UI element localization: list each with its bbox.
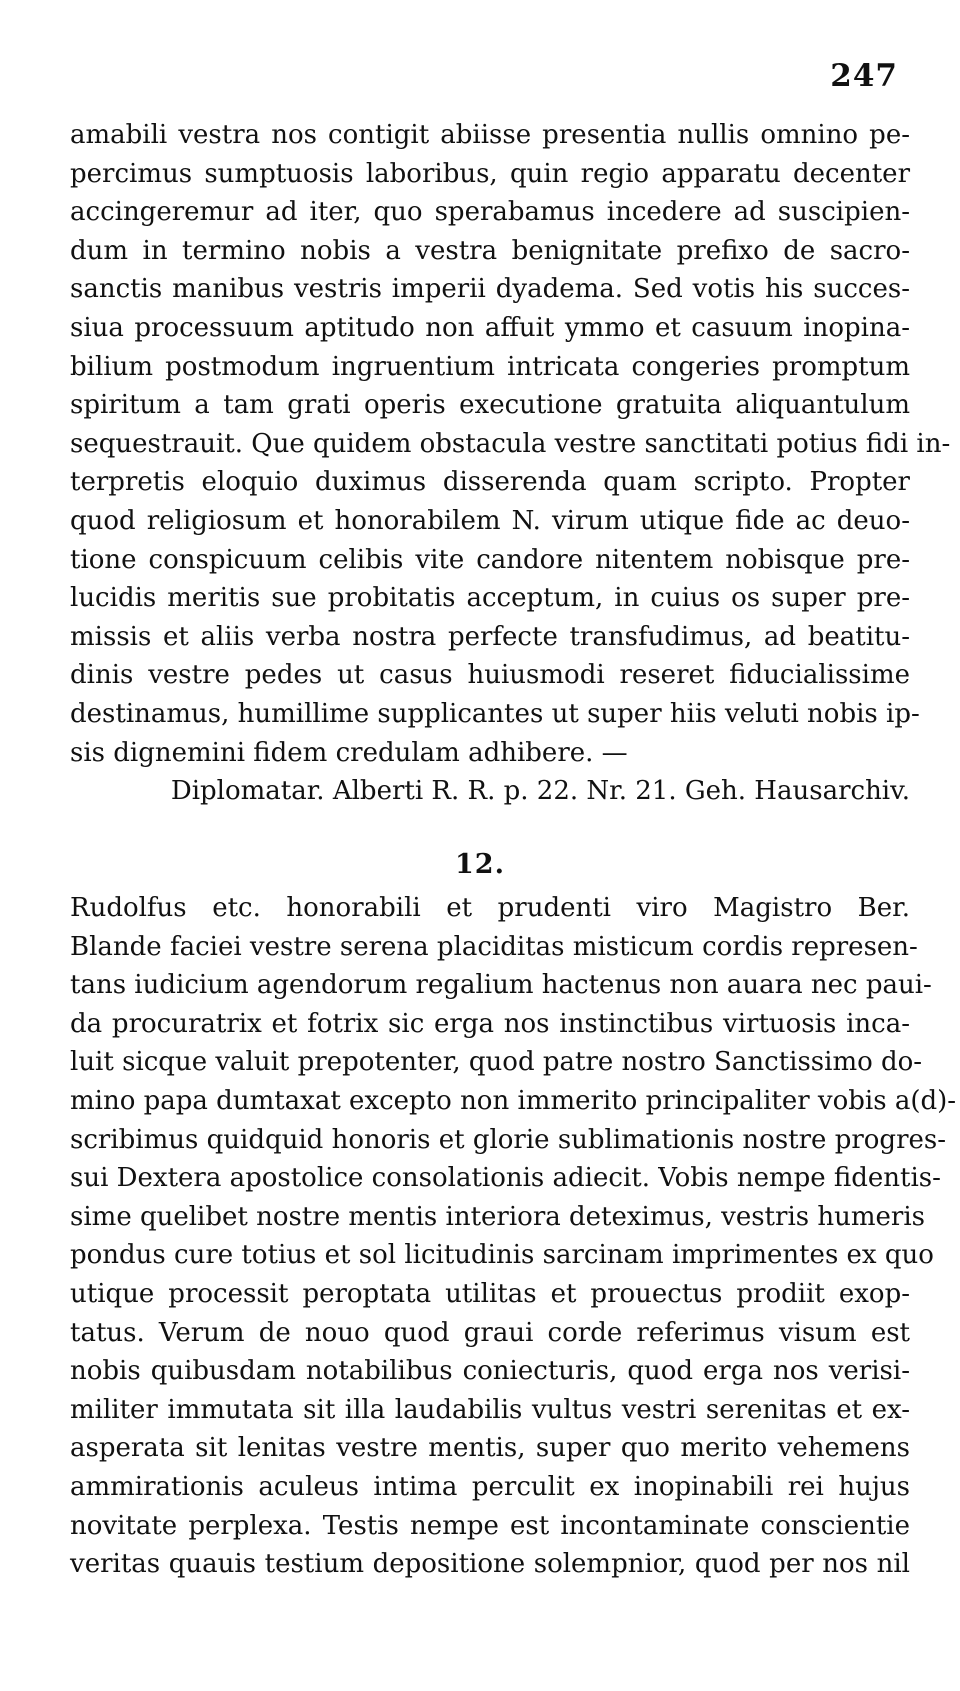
text-line: amabili vestra nos contigit abiisse presentia nullis omnino pe- bbox=[70, 120, 910, 150]
text-line: missis et aliis verba nostra perfecte transfudimus, ad beatitu- bbox=[70, 621, 910, 652]
text-line: sanctis manibus vestris imperii dyadema. Sed votis his succes- bbox=[70, 274, 910, 305]
text-line: tione conspicuum celibis vite candore nitentem nobisque pre- bbox=[70, 544, 910, 575]
page-number: 247 bbox=[830, 58, 898, 94]
text-line: sis dignemini fidem credulam adhibere. — bbox=[70, 737, 628, 768]
text-line: siua processuum aptitudo non affuit ymmo et casuum inopina- bbox=[70, 312, 910, 343]
text-line: sui Dextera apostolice consolationis adiecit. Vobis nempe fidentis- bbox=[70, 1163, 941, 1194]
text-line: tans iudicium agendorum regalium hactenus non auara nec paui- bbox=[70, 970, 932, 1001]
text-line: ammirationis aculeus intima perculit ex inopinabili rei hujus bbox=[70, 1471, 910, 1502]
text-line: da procuratrix et fotrix sic erga nos instinctibus virtuosis inca- bbox=[70, 1008, 910, 1039]
text-line: bilium postmodum ingruentium intricata congeries promptum bbox=[70, 351, 910, 382]
section-number: 12. bbox=[455, 849, 505, 880]
citation: Diplomatar. Alberti R. R. p. 22. Nr. 21. Geh. Hausarchiv. bbox=[170, 776, 910, 807]
text-line: sime quelibet nostre mentis interiora deteximus, vestris humeris bbox=[70, 1201, 925, 1232]
text-line: novitate perplexa. Testis nempe est incontaminate conscientie bbox=[70, 1510, 910, 1541]
text-line: nobis quibusdam notabilibus coniecturis, quod erga nos verisi- bbox=[70, 1356, 910, 1387]
text-line: lucidis meritis sue probitatis acceptum, in cuius os super pre- bbox=[70, 583, 910, 614]
text-line: luit sicque valuit prepotenter, quod patre nostro Sanctissimo do- bbox=[70, 1047, 923, 1078]
text-line: quod religiosum et honorabilem N. virum utique fide ac deuo- bbox=[70, 505, 910, 536]
text-line: dinis vestre pedes ut casus huiusmodi reseret fiducialissime bbox=[70, 660, 910, 691]
text-line: terpretis eloquio duximus disserenda quam scripto. Propter bbox=[70, 467, 910, 498]
text-line: spiritum a tam grati operis executione gratuita aliquantulum bbox=[70, 390, 910, 421]
text-line: utique processit peroptata utilitas et prouectus prodiit exop- bbox=[70, 1278, 910, 1309]
text-line: tatus. Verum de nouo quod graui corde referimus visum est bbox=[70, 1317, 910, 1348]
text-line: Blande faciei vestre serena placiditas misticum cordis represen- bbox=[70, 931, 918, 962]
text-line: veritas quauis testium depositione solempnior, quod per nos nil bbox=[70, 1549, 910, 1580]
paragraph-2 bbox=[70, 889, 957, 1584]
text-line: dum in termino nobis a vestra benignitate prefixo de sacro- bbox=[70, 235, 910, 266]
text-line: Rudolfus etc. honorabili et prudenti viro Magistro Ber. bbox=[70, 893, 910, 923]
text-line: scribimus quidquid honoris et glorie sublimationis nostre progres- bbox=[70, 1124, 947, 1155]
text-line: accingeremur ad iter, quo sperabamus incedere ad suscipien- bbox=[70, 197, 910, 228]
text-line: sequestrauit. Que quidem obstacula vestre sanctitati potius fidi in- bbox=[70, 428, 951, 459]
text-line: asperata sit lenitas vestre mentis, super quo merito vehemens bbox=[70, 1433, 910, 1464]
text-line: percimus sumptuosis laboribus, quin regio apparatu decenter bbox=[70, 158, 910, 189]
text-line: pondus cure totius et sol licitudinis sarcinam imprimentes ex quo bbox=[70, 1240, 934, 1271]
text-line: militer immutata sit illa laudabilis vultus vestri serenitas et ex- bbox=[70, 1394, 910, 1425]
paragraph-1 bbox=[70, 116, 951, 811]
text-line: mino papa dumtaxat excepto non immerito principaliter vobis a(d)- bbox=[70, 1085, 957, 1116]
text-line: destinamus, humillime supplicantes ut super hiis veluti nobis ip- bbox=[70, 698, 920, 729]
